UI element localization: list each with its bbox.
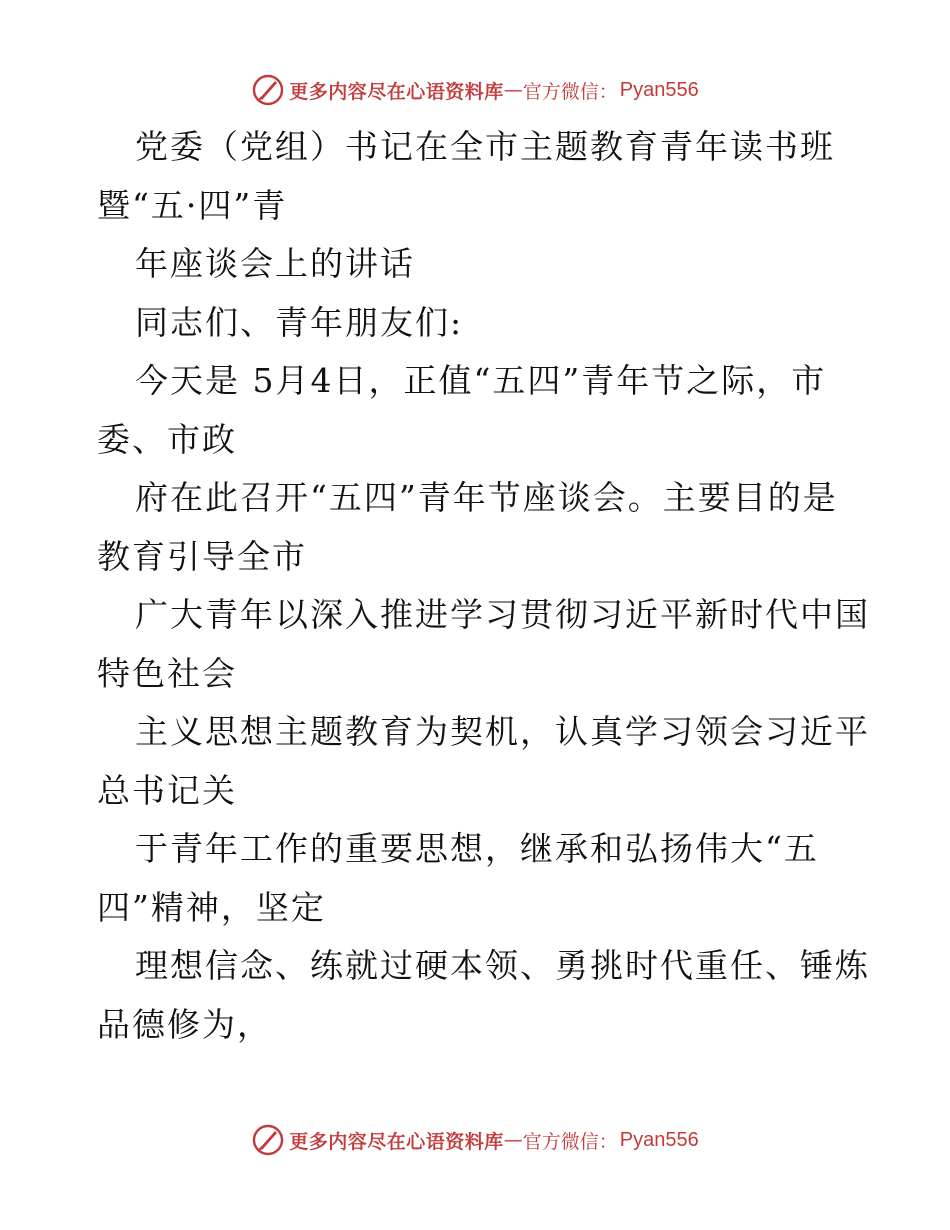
title-line-1: 党委（党组）书记在全市主题教育青年读书班	[135, 127, 835, 166]
footer-watermark	[0, 1120, 950, 1160]
header-watermark	[0, 70, 950, 110]
paragraph-line: 理想信念、练就过硬本领、勇挑时代重任、锤炼	[135, 946, 870, 985]
banner-wechat-label: 官方微信：	[522, 1130, 618, 1153]
paragraph-line: 于青年工作的重要思想，继承和弘扬伟大“五	[135, 829, 819, 868]
banner-wechat-id: Pyan556	[619, 1128, 699, 1151]
banner-dash: —	[503, 1129, 523, 1151]
paragraph-line: 教育引导全市	[97, 536, 307, 576]
paragraph-line: 总书记关	[97, 770, 237, 810]
quill-seal-icon	[251, 1123, 285, 1157]
paragraph-line: 府在此召开“五四”青年节座谈会。主要目的是	[135, 478, 838, 517]
banner-text: 更多内容尽在心语资料库	[289, 80, 504, 103]
paragraph-line: 广大青年以深入推进学习贯彻习近平新时代中国	[135, 595, 870, 634]
paragraph-line: 品德修为，	[97, 1004, 272, 1044]
paragraph-line: 四”精神，坚定	[97, 887, 326, 927]
banner-wechat-id: Pyan556	[619, 78, 699, 101]
quill-seal-icon	[251, 73, 285, 107]
paragraph-line: 主义思想主题教育为契机，认真学习领会习近平	[135, 712, 870, 751]
title-line-3: 年座谈会上的讲话	[135, 244, 415, 283]
banner-dash: —	[503, 79, 523, 101]
banner-wechat-label: 官方微信：	[522, 80, 618, 103]
paragraph-line: 今天是 5月4日，正值“五四”青年节之际，市	[135, 361, 827, 400]
title-line-2: 暨“五·四”青	[97, 185, 288, 225]
paragraph-line: 委、市政	[97, 419, 237, 459]
document-body	[97, 118, 870, 1054]
banner-text: 更多内容尽在心语资料库	[289, 1130, 504, 1153]
paragraph-line: 特色社会	[97, 653, 237, 693]
salutation: 同志们、青年朋友们:	[135, 302, 464, 342]
